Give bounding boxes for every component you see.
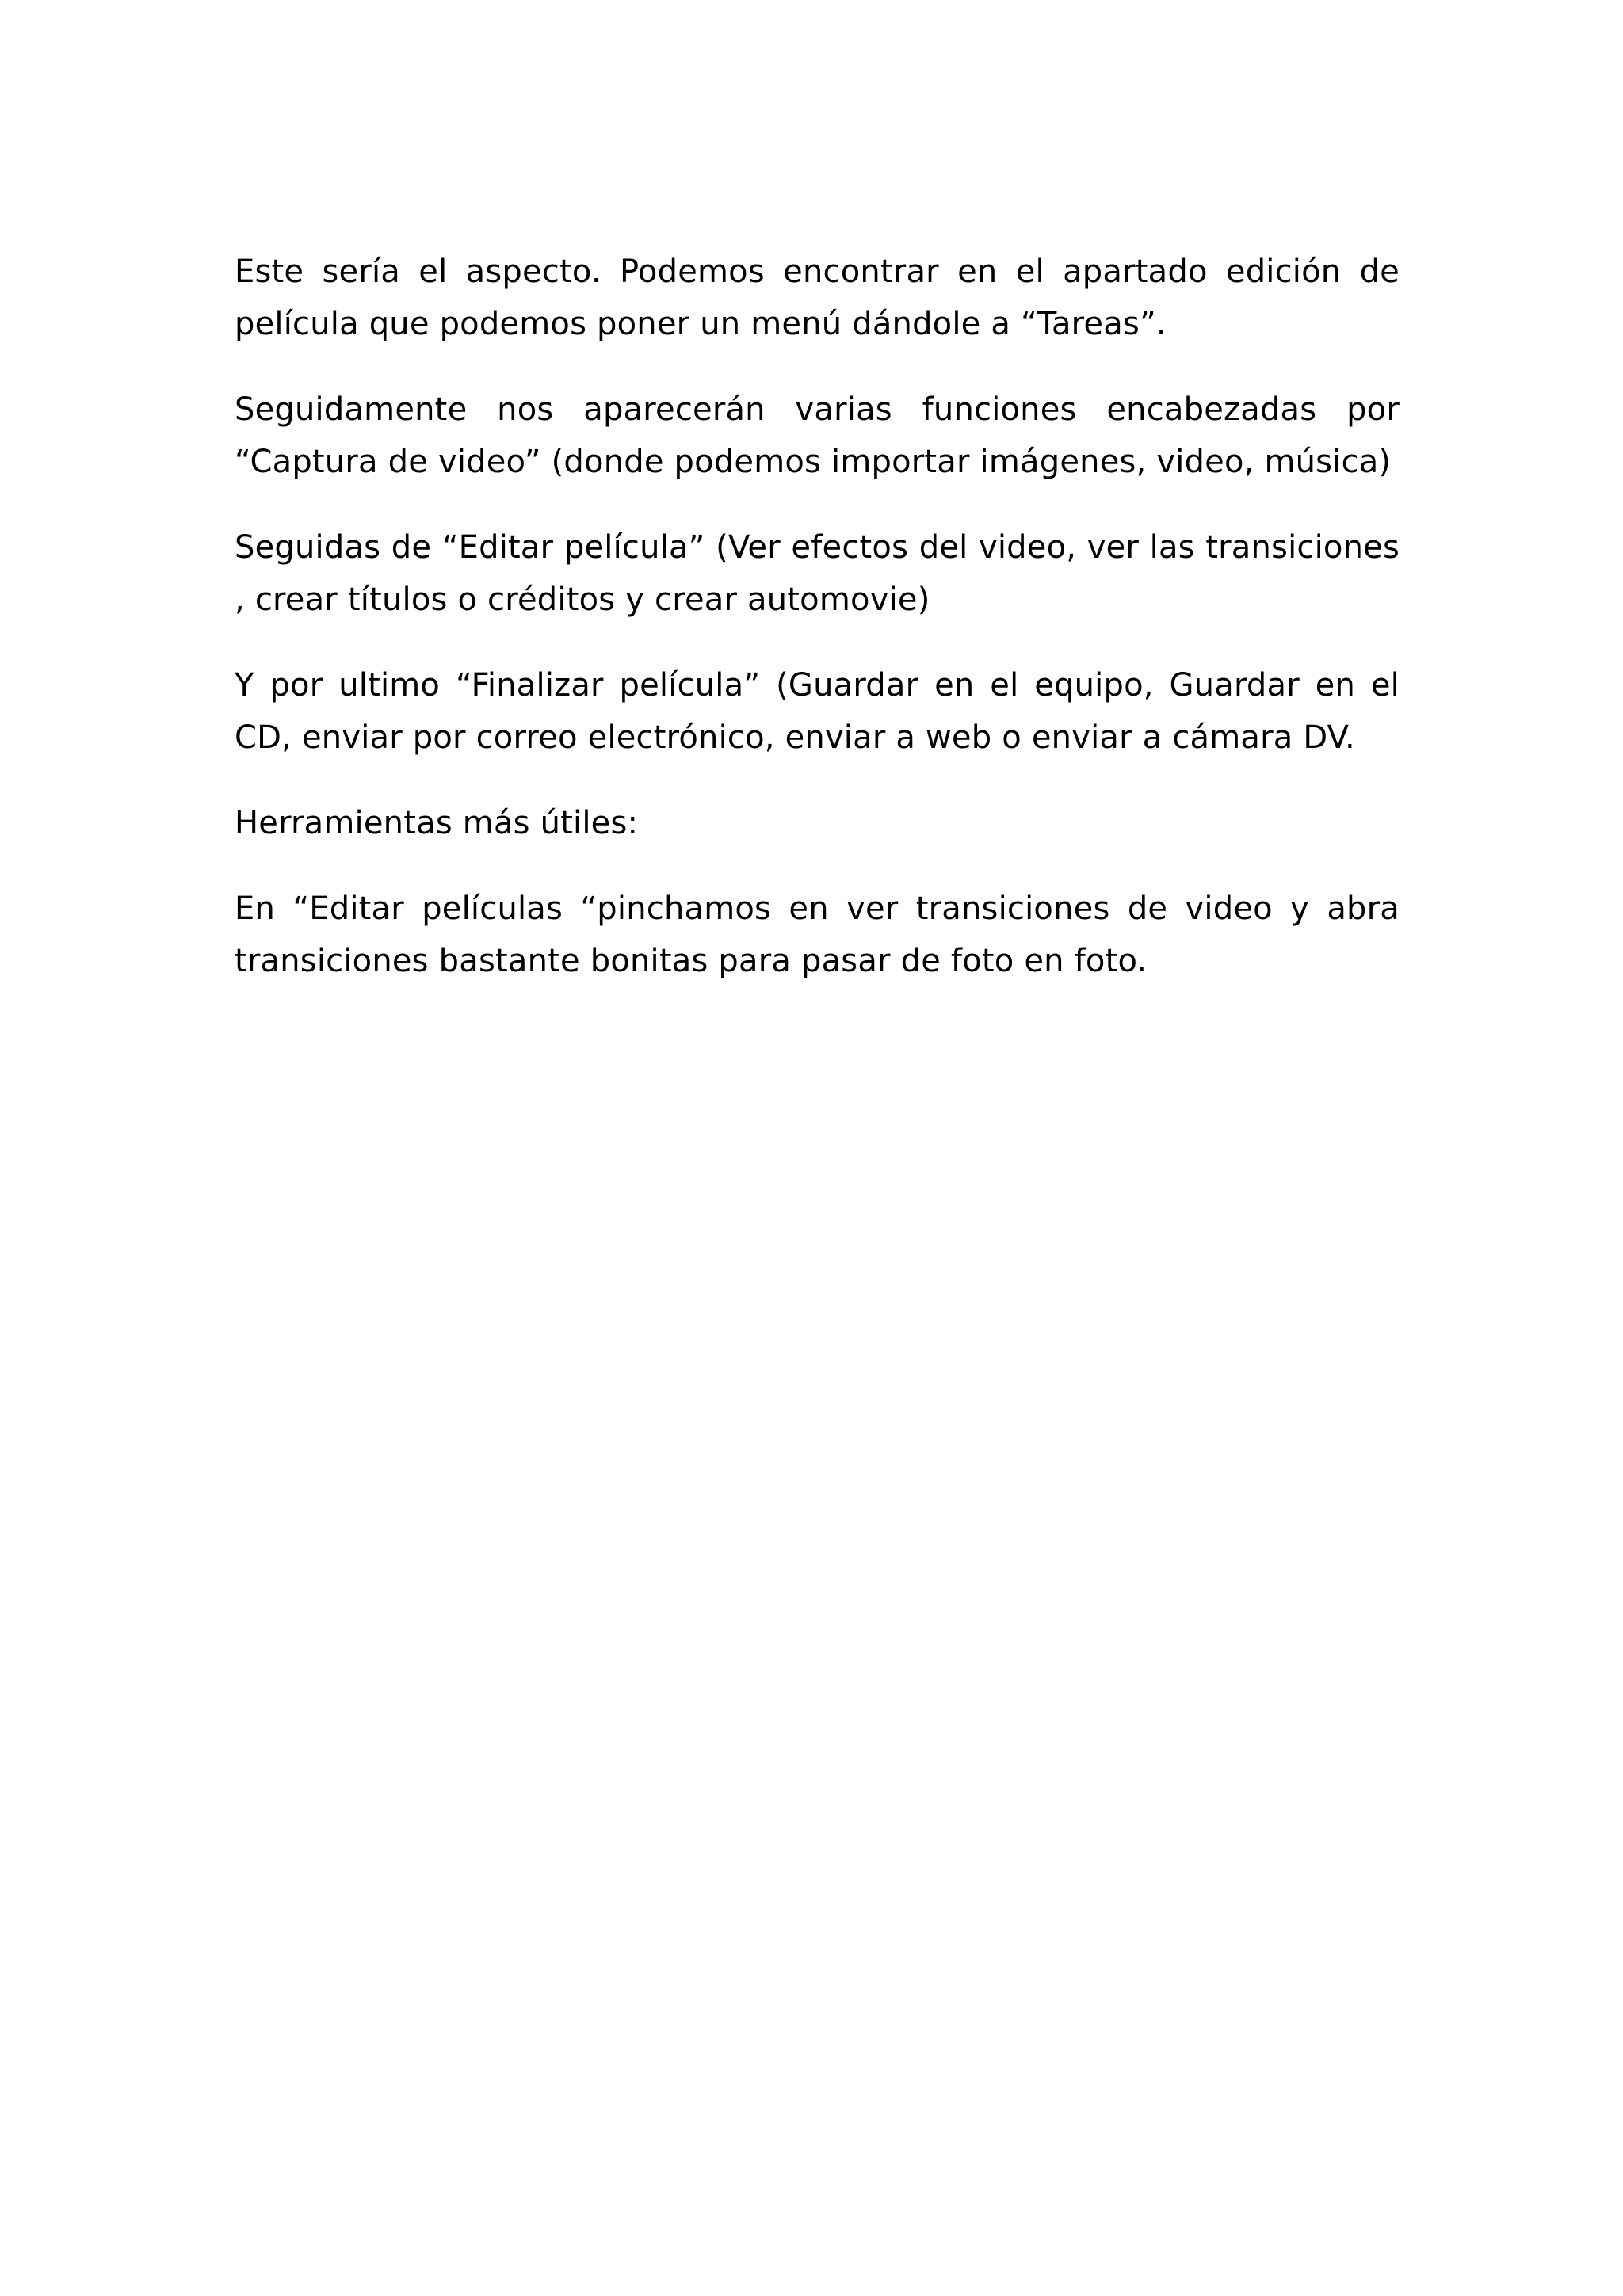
paragraph-finalizar-pelicula: Y por ultimo “Finalizar película” (Guardar en el equipo, Guardar en el CD, enviar por correo electrónico, enviar a web o enviar a cámara DV. xyxy=(235,667,1400,756)
document-body xyxy=(235,246,1400,1020)
paragraph-editar-pelicula: Seguidas de “Editar película” (Ver efectos del video, ver las transiciones , crear títulos o créditos y crear automovie) xyxy=(235,529,1400,618)
paragraph-captura-de-video: Seguidamente nos aparecerán varias funciones encabezadas por “Captura de video” (donde podemos importar imágenes, video, música) xyxy=(235,391,1400,480)
paragraph-herramientas: Herramientas más útiles: xyxy=(235,805,639,841)
paragraph-transiciones: En “Editar películas “pinchamos en ver transiciones de video y abra transiciones bastante bonitas para pasar de foto en foto. xyxy=(235,891,1400,979)
paragraph-aspecto: Este sería el aspecto. Podemos encontrar en el apartado edición de película que podemos poner un menú dándole a “Tareas”. xyxy=(235,254,1400,342)
